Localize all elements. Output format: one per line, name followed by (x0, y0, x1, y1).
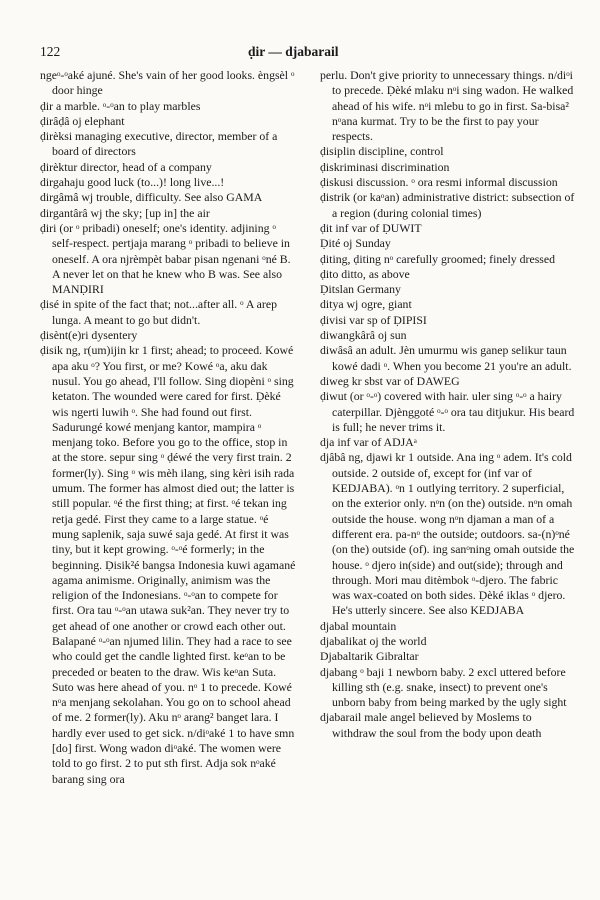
dictionary-entry: djabang ᵒ baji 1 newborn baby. 2 excl uttered before killing sth (e.g. snake, insect) to prevent one's unborn baby from being marked by the ugly sight (320, 664, 567, 710)
dictionary-entry: ḍiskusi discussion. ᵒ ora resmi informal discussion (320, 175, 558, 190)
dictionary-entry: ḍivisi var sp of ḌIPISI (320, 312, 427, 327)
dictionary-entry: ditya wj ogre, giant (320, 297, 412, 312)
dictionary-entry: ḍiwut (or ᵒ-ᵒ) covered with hair. uler sing ᵒ-ᵒ a hairy caterpillar. Djènggoté ᵒ-ᵒ ora tau ditjukur. His beard is full; he never trims it. (320, 389, 575, 434)
dictionary-entry: Ḍité oj Sunday (320, 236, 391, 251)
dictionary-entry: ḍirèksi managing executive, director, member of a board of directors (40, 129, 278, 159)
dictionary-entry: ḍisiplin discipline, control (320, 144, 444, 159)
dictionary-entry: ḍiting, ḍiting nᵒ carefully groomed; finely dressed (320, 251, 556, 266)
dictionary-entry: ḍir a marble. ᵒ-ᵒan to play marbles (40, 98, 201, 113)
dictionary-entry: dirgâmâ wj trouble, difficulty. See also GAMA (40, 190, 263, 205)
dictionary-entry: ḍiskriminasi discrimination (320, 159, 450, 174)
dictionary-entry: djabarail male angel believed by Moslems to withdraw the soul from the body upon death (320, 710, 542, 740)
dictionary-entry: diweg kr sbst var of DAWEG (320, 373, 460, 388)
page-number: 122 (40, 44, 61, 59)
left-column (40, 68, 296, 787)
dictionary-entry: ḍirâḍâ oj elephant (40, 113, 125, 128)
dictionary-entry: djabalikat oj the world (320, 633, 427, 648)
dictionary-entry: ḍisik ng, r(um)ijin kr 1 first; ahead; to proceed. Kowé apa aku ᵒ? You first, or me? Kowé ᵒa, aku dak nusul. You go ahead, I'll follow. Sing diopèni ᵒ sing ketaton. The wounded were cared for first. Ḍèké wis ngerti luwih ᵒ. She had found out first. Sadurungé kowé menjang kantor, mampira ᵒ menjang toko. Before you go to the office, stop in at the store. sepur sing ᵒ ḍéwé the very first train. 2 former(ly). Sing ᵒ wis mèh ilang, sing kèri isih rada umum. The former has almost died out; the latter is still popular. ᵒé the first thing; at first. ᵒé tekan ing retja gedé. First they came to a large statue. ᵒé mung saplenik, saja suwé saja gedé. At first it was tiny, but it kept growing. ᵒ-ᵒé formerly; in the beginning. Ḍisik²é bangsa Indonesia kuwi agamané agama animisme. Originally, animism was the religion of the Indonesians. ᵒ-ᵒan to compete for first. Ora tau ᵒ-ᵒan utawa suk²an. They never try to get ahead of one another or crowd each other out. Balapané ᵒ-ᵒan njumed lilin. They had a race to see who could get the candle lighted first. keᵒan to be preceded or beaten to the draw. Wis keᵒan Suta. Suto was here ahead of you. nᵒ 1 to precede. Kowé nᵒa menjang sekolahan. You go on to school ahead of me. 2 former(ly). Aku nᵒ arang² banget lara. I hardly ever used to get sick. n/diᵒaké 1 to have smn [do] first. Wong wadon diᵒaké. The women were told to go first. 2 to put sth first. Adja sok nᵒaké barang sing ora (40, 343, 296, 786)
dictionary-entry: Djabaltarik Gibraltar (320, 649, 419, 664)
running-head: ḍir — djabarail (248, 44, 339, 59)
dictionary-entry: dirgahaju good luck (to...)! long live...! (40, 175, 225, 190)
dictionary-entry: ngeᵒ-ᵒaké ajuné. She's vain of her good looks. èngsèl ᵒ door hinge (40, 68, 295, 98)
dictionary-entry: perlu. Don't give priority to unnecessary things. n/diᵒi to precede. Ḍèké mlaku nᵒi sing wadon. He walked ahead of his wife. nᵒi mlebu to go in first. Sa-bisa² nᵒana kurmat. Try to be the first to pay your respects. (320, 68, 574, 144)
dictionary-entry: ḍirèktur director, head of a company (40, 159, 212, 174)
dictionary-entry: ḍisé in spite of the fact that; not...after all. ᵒ A arep lunga. A meant to go but didn't. (40, 297, 277, 327)
dictionary-entry: ḍistrik (or kaᵒan) administrative district: subsection of a region (during colonial times) (320, 190, 575, 220)
dictionary-entry: ḍisènt(e)ri dysentery (40, 328, 138, 343)
dictionary-entry: dirgantârâ wj the sky; [up in] the air (40, 205, 210, 220)
page-header (40, 44, 580, 68)
dictionary-entry: ḍito ditto, as above (320, 266, 410, 281)
entry-columns (40, 68, 580, 787)
dictionary-entry: Ḍitslan Germany (320, 282, 401, 297)
dictionary-entry: djabal mountain (320, 618, 397, 633)
dictionary-entry: dja inf var of ADJAᵃ (320, 435, 417, 450)
dictionary-entry: djâbâ ng, djawi kr 1 outside. Ana ing ᵒ adem. It's cold outside. 2 outside of, except for (inf var of KEDJABA). ᵒn 1 outlying territory. 2 superficial, on the exterior only. nᵒn (on the) outside. nᵒn omah outside the house. wong nᵒn djaman a man of a different era. pa-nᵒ the outside; outdoors. sa-(n)ᵒné (on the) outside (of). ing sanᵒning omah outside the house. ᵒ djero in(side) and out(side); through and through. Mori mau ditèmbok ᵒ-djero. The fabric was wax-coated on both sides. Ḍèké iklas ᵒ djero. He's utterly sincere. See also KEDJABA (320, 450, 575, 618)
dictionary-entry: ḍiri (or ᵒ pribadi) oneself; one's identity. adjining ᵒ self-respect. pertjaja marang ᵒ pribadi to believe in oneself. A ora njrèmpèt babar pisan ngenani ᵒné B. A never let on that he knew who B was. See also MANḌIRI (40, 220, 291, 297)
dictionary-entry: diwâsâ an adult. Jèn umurmu wis ganep selikur taun kowé dadi ᵒ. When you become 21 you're an adult. (320, 343, 572, 373)
right-column (320, 68, 576, 787)
dictionary-entry: diwangkârâ oj sun (320, 328, 407, 343)
dictionary-entry: ḍit inf var of ḌUWIT (320, 220, 422, 235)
